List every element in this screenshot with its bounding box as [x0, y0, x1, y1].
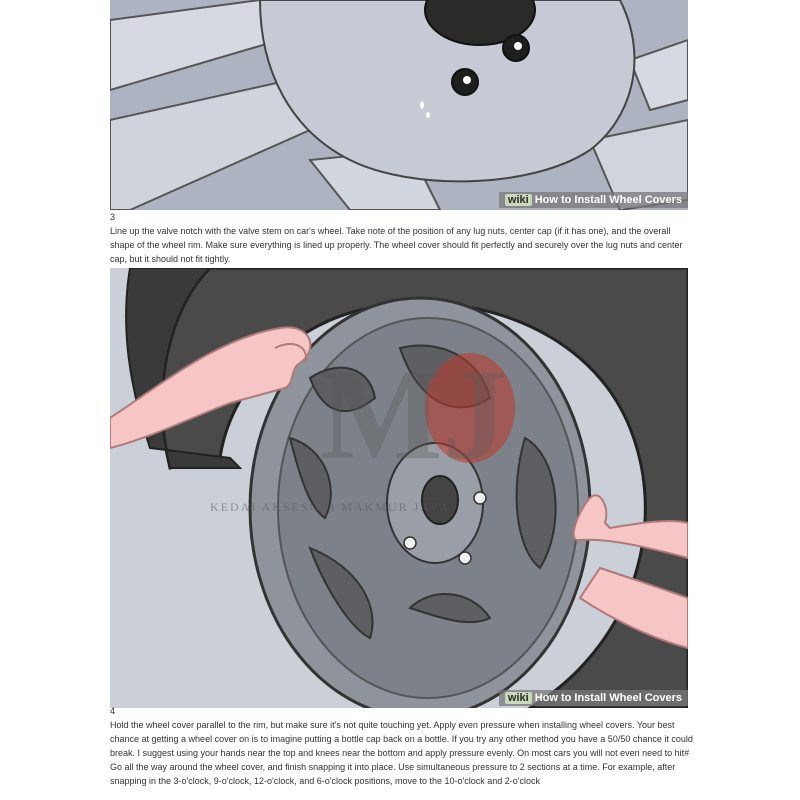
wiki-logo: wiki	[505, 692, 532, 704]
caption-title: How to Install Wheel Covers	[534, 194, 682, 206]
illustration-install-cover	[110, 268, 688, 708]
caption-title: How to Install Wheel Covers	[534, 692, 682, 704]
step-number: 3	[110, 212, 116, 222]
install-cover-drawing	[110, 268, 688, 708]
step-number: 4	[110, 706, 116, 716]
wikihow-caption	[499, 690, 688, 706]
watermark-text: KEDAI AKSESORI MAKMUR JAYA	[210, 500, 450, 514]
wiki-logo: wiki	[505, 194, 532, 206]
step-text: Hold the wheel cover parallel to the rim, but make sure it's not quite touching yet. Apply even pressure when installing wheel covers. Your best chance at getting a wheel cover on is to imagine putting a bottle cap back on a bottle. If you try any other method you have a 50/50 chance it could break. I suggest using your hands near the top and knees near the bottom and apply pressure evenly. On most cars you will not even need to hit# Go all the way around the wheel cover, and finish snapping it into place. Use simultaneous pressure to 2 sections at a time. For example, after snapping in the 3-o'clock, 9-o'clock, 12-o'clock, and 6-o'clock positions, move to the 10-o'clock and 2-o'clock	[110, 720, 693, 786]
step-text: Line up the valve notch with the valve stem on car's wheel. Take note of the position of any lug nuts, center cap (if it has one), and the overall shape of the wheel rim. Make sure everything is lined up properly. The wheel cover should fit perfectly and securely over the lug nuts and center cap, but it should not fit tightly.	[110, 226, 683, 264]
watermark-logo: MJ	[320, 343, 508, 487]
wikihow-caption	[499, 192, 688, 208]
illustration-wheel-hub	[110, 0, 688, 210]
wheel-hub-drawing	[110, 0, 688, 210]
